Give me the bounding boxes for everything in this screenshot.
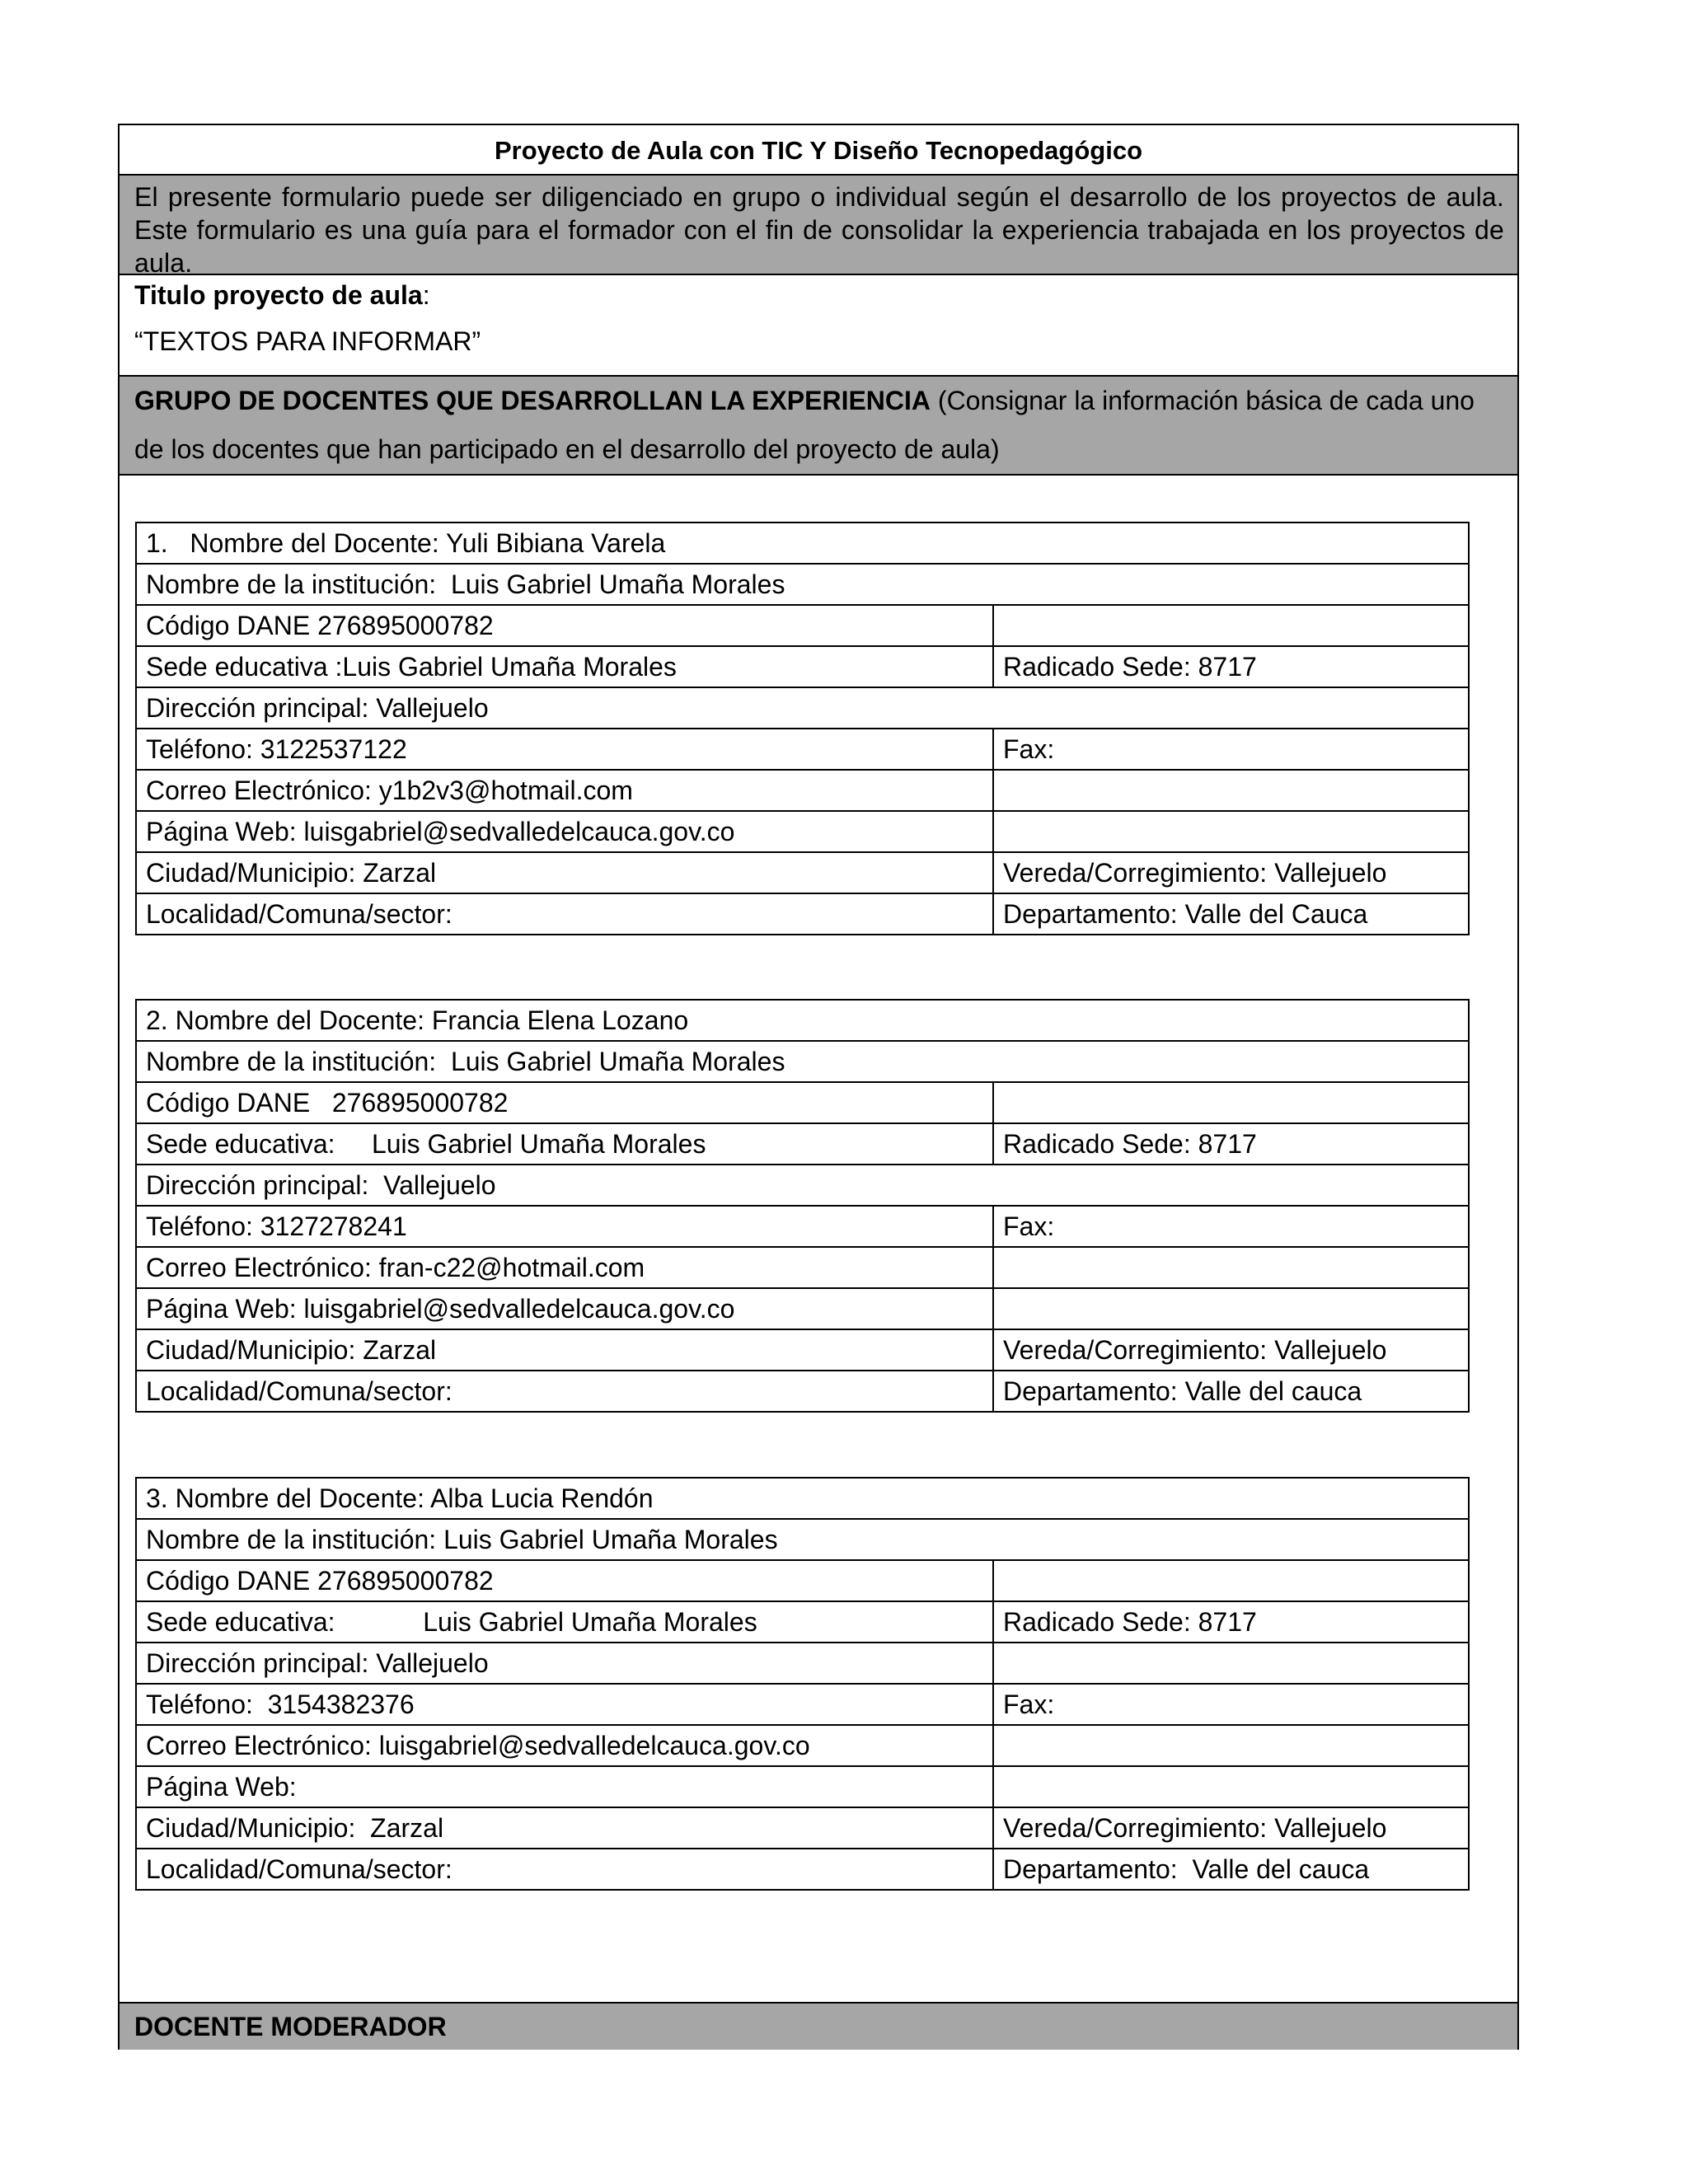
city: Ciudad/Municipio: Zarzal [136,852,993,893]
dane-code: Código DANE 276895000782 [136,1082,993,1123]
teacher-name: 3. Nombre del Docente: Alba Lucia Rendón [136,1478,1469,1519]
table-row [136,1000,1469,1041]
table-row [136,1082,1469,1123]
institution-name: Nombre de la institución: Luis Gabriel Umaña Morales [136,1041,1469,1082]
table-row [136,687,1469,729]
table-row [136,564,1469,605]
vereda: Vereda/Corregimiento: Vallejuelo [993,1807,1469,1849]
fax: Fax: [993,1684,1469,1725]
department: Departamento: Valle del cauca [993,1371,1469,1412]
dane-code: Código DANE 276895000782 [136,605,993,646]
table-row [136,852,1469,893]
project-title-label: Titulo proyecto de aula [134,280,423,310]
department: Departamento: Valle del cauca [993,1849,1469,1890]
radicado-sede: Radicado Sede: 8717 [993,1601,1469,1643]
email: Correo Electrónico: luisgabriel@sedvalledelcauca.gov.co [136,1725,993,1766]
phone: Teléfono: 3154382376 [136,1684,993,1725]
group-heading: GRUPO DE DOCENTES QUE DESARROLLAN LA EXPERIENCIA [134,386,931,415]
table-row [136,646,1469,687]
form-intro: El presente formulario puede ser diligenciado en grupo o individual según el desarrollo de los proyectos de aula. Este formulario es una guía para el formador con el fin de consolidar la experiencia trabajada en los proyectos de aula. [120,176,1517,275]
form-frame [118,124,1519,2050]
empty-cell [993,1288,1469,1329]
fax: Fax: [993,729,1469,770]
table-row [136,1766,1469,1807]
empty-cell [993,770,1469,811]
institution-name: Nombre de la institución: Luis Gabriel Umaña Morales [136,564,1469,605]
teacher-name: 1. Nombre del Docente: Yuli Bibiana Varela [136,523,1469,564]
web-page: Página Web: luisgabriel@sedvalledelcauca.gov.co [136,811,993,852]
table-row [136,1725,1469,1766]
empty-cell [993,1247,1469,1288]
department: Departamento: Valle del Cauca [993,893,1469,935]
teacher-table-1 [135,522,1470,935]
table-row [136,1849,1469,1890]
project-title-value: “TEXTOS PARA INFORMAR” [134,326,481,356]
project-title-colon: : [422,280,430,310]
empty-cell [993,1082,1469,1123]
table-row [136,1165,1469,1206]
sede-educativa: Sede educativa :Luis Gabriel Umaña Morales [136,646,993,687]
locality: Localidad/Comuna/sector: [136,1849,993,1890]
table-row [136,1478,1469,1519]
institution-name: Nombre de la institución: Luis Gabriel Umaña Morales [136,1519,1469,1560]
radicado-sede: Radicado Sede: 8717 [993,646,1469,687]
web-page: Página Web: [136,1766,993,1807]
radicado-sede: Radicado Sede: 8717 [993,1123,1469,1165]
table-row [136,1519,1469,1560]
empty-cell [993,1643,1469,1684]
teacher-table-3 [135,1477,1470,1891]
empty-cell [993,1725,1469,1766]
phone: Teléfono: 3127278241 [136,1206,993,1247]
table-row [136,523,1469,564]
group-section-header [120,377,1517,476]
table-row [136,1329,1469,1371]
table-row [136,1247,1469,1288]
table-row [136,1643,1469,1684]
moderator-heading: DOCENTE MODERADOR [120,2002,1517,2050]
email: Correo Electrónico: y1b2v3@hotmail.com [136,770,993,811]
project-title-label-line [134,277,1503,313]
locality: Localidad/Comuna/sector: [136,893,993,935]
empty-cell [993,1560,1469,1601]
email: Correo Electrónico: fran-c22@hotmail.com [136,1247,993,1288]
dane-code: Código DANE 276895000782 [136,1560,993,1601]
vereda: Vereda/Corregimiento: Vallejuelo [993,1329,1469,1371]
table-row [136,729,1469,770]
table-row [136,605,1469,646]
table-row [136,1601,1469,1643]
project-title-section [120,275,1517,377]
address: Dirección principal: Vallejuelo [136,1165,1469,1206]
table-row [136,1684,1469,1725]
empty-cell [993,811,1469,852]
table-row [136,1288,1469,1329]
empty-cell [993,1766,1469,1807]
sede-educativa: Sede educativa: Luis Gabriel Umaña Morales [136,1601,993,1643]
phone: Teléfono: 3122537122 [136,729,993,770]
table-row [136,1560,1469,1601]
group-note: (Consignar la información básica de cada uno de los docentes que han participado en el desarrollo del proyecto de aula) [134,386,1475,464]
sede-educativa: Sede educativa: Luis Gabriel Umaña Morales [136,1123,993,1165]
vereda: Vereda/Corregimiento: Vallejuelo [993,852,1469,893]
table-row [136,1371,1469,1412]
address: Dirección principal: Vallejuelo [136,1643,993,1684]
table-row [136,770,1469,811]
locality: Localidad/Comuna/sector: [136,1371,993,1412]
teacher-table-2 [135,999,1470,1413]
table-row [136,1123,1469,1165]
table-row [136,893,1469,935]
form-title: Proyecto de Aula con TIC Y Diseño Tecnopedagógico [120,125,1517,176]
table-row [136,1206,1469,1247]
table-row [136,1041,1469,1082]
city: Ciudad/Municipio: Zarzal [136,1329,993,1371]
web-page: Página Web: luisgabriel@sedvalledelcauca.gov.co [136,1288,993,1329]
table-row [136,1807,1469,1849]
address: Dirección principal: Vallejuelo [136,687,1469,729]
teacher-name: 2. Nombre del Docente: Francia Elena Lozano [136,1000,1469,1041]
empty-cell [993,605,1469,646]
fax: Fax: [993,1206,1469,1247]
city: Ciudad/Municipio: Zarzal [136,1807,993,1849]
table-row [136,811,1469,852]
